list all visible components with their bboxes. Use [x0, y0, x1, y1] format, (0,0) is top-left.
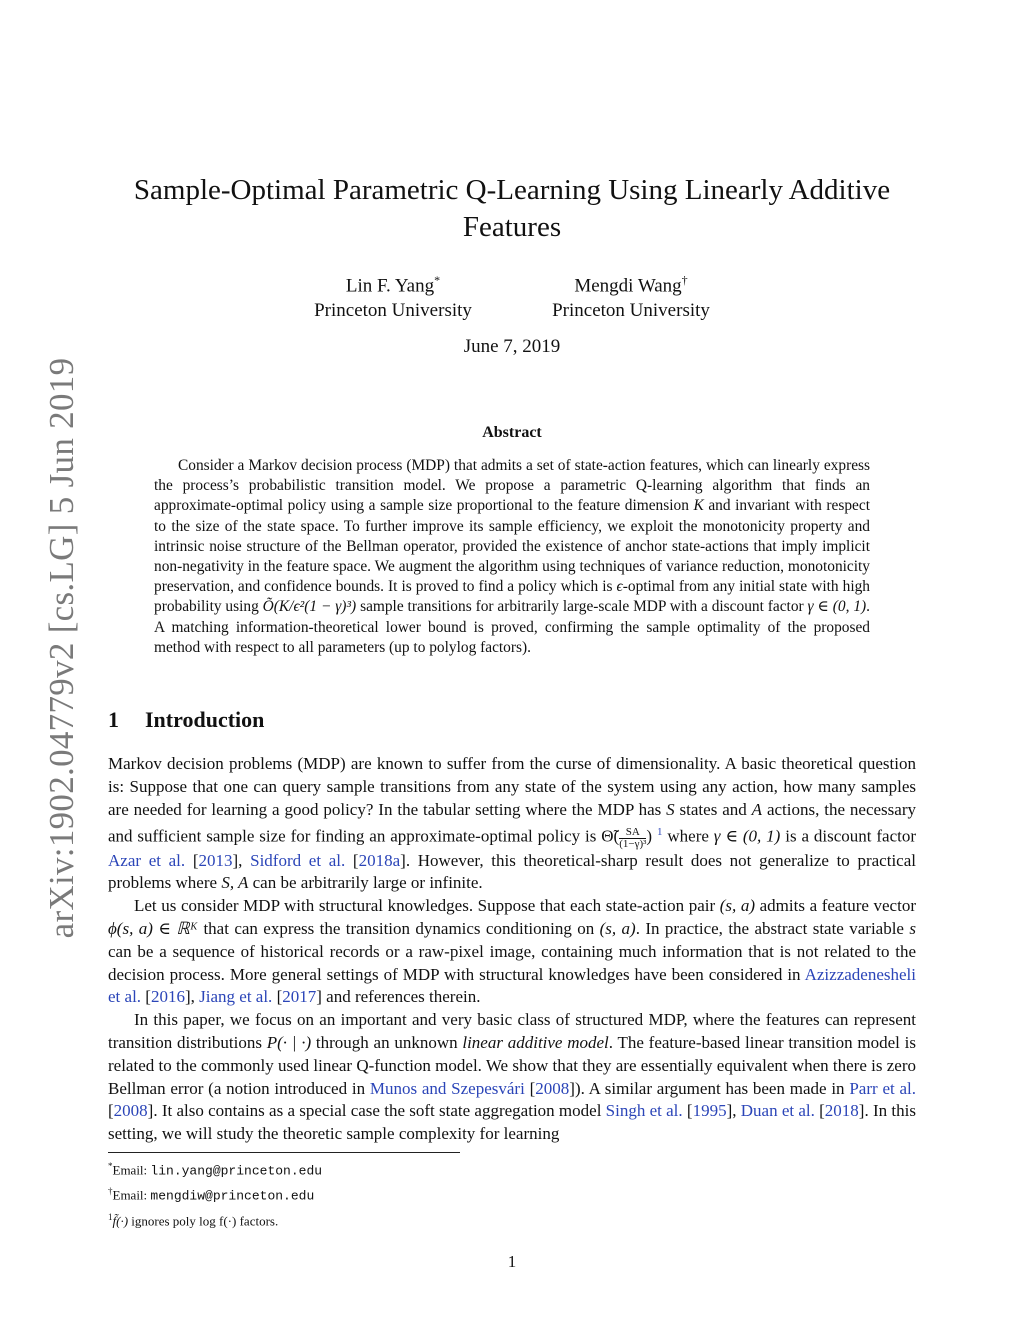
citation-year-link[interactable]: 2008 — [113, 1101, 148, 1121]
author-name: Lin F. Yang* — [345, 273, 441, 297]
footnote-item: †Email: mengdiw@princeton.edu — [108, 1186, 315, 1204]
sample-complexity-formula: Õ(K/ϵ²(1 − γ)³) — [262, 598, 357, 616]
section-title: Introduction — [145, 707, 265, 732]
email-link[interactable]: lin.yang@princeton.edu — [150, 1163, 323, 1179]
citation-link[interactable]: Azar et al. — [108, 850, 186, 870]
footnote-item: $^1$f̃(·) ignores poly log f(·) factors. — [108, 1211, 279, 1228]
author-footnote-mark: * — [434, 273, 441, 287]
citation-year-link[interactable]: 2016 — [150, 987, 185, 1007]
arxiv-identifier-stamp: arXiv:1902.04779v2 [cs.LG] 5 Jun 2019 — [42, 357, 81, 939]
author-block — [501, 268, 761, 323]
footnote-link[interactable]: 1 — [656, 826, 663, 839]
fraction: $\frac{SA}{\text{(1−γ)³}}$ — [619, 825, 647, 850]
author-affiliation: Princeton University — [552, 300, 710, 322]
citation-year-link[interactable]: 1995 — [692, 1101, 727, 1121]
author-name: Mengdi Wang† — [574, 273, 688, 297]
citation-link[interactable]: Sidford et al. — [250, 850, 346, 870]
section-number: 1 — [108, 707, 119, 732]
footnotes — [108, 1156, 322, 1231]
paragraph: Markov decision problems (MDP) are known to suffer from the curse of dimensionality. A basic theoretical question is: Suppose that one can query sample transitions from any state of the system using any action, how many samples are needed for learning a good policy? In the tabular setting where the MDP has S states and A actions, the necessary and sufficient sample size for finding an approximate-optimal policy is Θ̃( $\frac{SA}{\text{(1−γ)³}}$ ) $^1$ where γ ∈ (0, 1) is a discount factor Azar et al. [2013], Sidford et al. [2018a]. However, this theoretical-sharp result does not generalize to practical problems where S, A can be arbitrarily large or infinite. — [108, 754, 917, 893]
page-number: 1 — [507, 1252, 517, 1271]
citation-link[interactable]: Duan et al. — [740, 1101, 815, 1121]
citation-link[interactable]: Jiang et al. — [199, 987, 273, 1007]
section-body — [108, 753, 916, 1146]
citation-year-link[interactable]: 2013 — [198, 850, 233, 870]
citation-year-link[interactable]: 2017 — [282, 987, 317, 1007]
author-footnote-mark: † — [681, 273, 688, 287]
citation-year-link[interactable]: 2018 — [824, 1101, 859, 1121]
citation-link[interactable]: Munos and Szepesvári — [369, 1078, 525, 1098]
paragraph: In this paper, we focus on an important and very basic class of structured MDP, where the features can represent transition distributions P(· | ·) through an unknown linear additive model. The feature-based linear transition model is related to the commonly used linear Q-function model. We show that they are essentially equivalent when there is zero Bellman error (a notion introduced in Munos and Szepesvári [2008]). A similar argument has been made in Parr et al. [2008]. It also contains as a special case the soft state aggregation model Singh et al. [1995], Duan et al. [2018]. In this setting, we will study the theoretic sample complexity for learning — [108, 1010, 917, 1144]
footnote-divider — [108, 1152, 460, 1153]
citation-link[interactable]: Parr et al. — [849, 1078, 917, 1098]
section-heading — [108, 707, 264, 733]
paragraph: Let us consider MDP with structural knowledges. Suppose that each state-action pair (s, a) admits a feature vector ϕ(s, a) ∈ ℝᴷ that can express the transition dynamics conditioning on (s, a). In practice, the abstract state variable s can be a sequence of historical records or a raw-pixel image, containing much information that is not related to the decision process. More general settings of MDP with structural knowledges have been considered in Azizzadenesheli et al. [2016], Jiang et al. [2017] and references therein. — [108, 896, 916, 1007]
paper-title: Sample-Optimal Parametric Q-Learning Using Linearly Additive Features — [133, 174, 891, 243]
email-link[interactable]: mengdiw@princeton.edu — [150, 1188, 315, 1204]
footnote-item: *Email: lin.yang@princeton.edu — [108, 1161, 323, 1179]
citation-year-link[interactable]: 2018a — [358, 850, 401, 870]
author-affiliation: Princeton University — [314, 300, 472, 322]
paper-date: June 7, 2019 — [463, 336, 561, 357]
abstract-body: Consider a Markov decision process (MDP) that admits a set of state-action features, which can linearly express the process’s probabilistic transition model. We propose a parametric Q-learning algorithm that finds an approximate-optimal policy using a sample size proportional to the feature dimension K and invariant with respect to the size of the state space. To further improve its sample efficiency, we exploit the monotonicity property and intrinsic noise structure of the Bellman operator, provided the existence of anchor state-actions that imply implicit non-negativity in the feature space. We augment the algorithm using techniques of variance reduction, monotonicity preservation, and confidence bounds. It is proved to find a policy which is ϵ-optimal from any initial state with high probability using Õ(K/ϵ²(1 − γ)³) sample transitions for arbitrarily large-scale MDP with a discount factor γ ∈ (0, 1). A matching information-theoretical lower bound is proved, confirming the sample optimality of the proposed method with respect to all parameters (up to polylog factors). — [154, 457, 870, 656]
abstract-heading: Abstract — [482, 424, 542, 441]
author-block — [263, 268, 523, 323]
citation-link[interactable]: Singh et al. — [605, 1101, 683, 1121]
citation-year-link[interactable]: 2008 — [535, 1078, 570, 1098]
citation-link[interactable]: Azizzadenesheli et al. — [108, 964, 916, 1007]
